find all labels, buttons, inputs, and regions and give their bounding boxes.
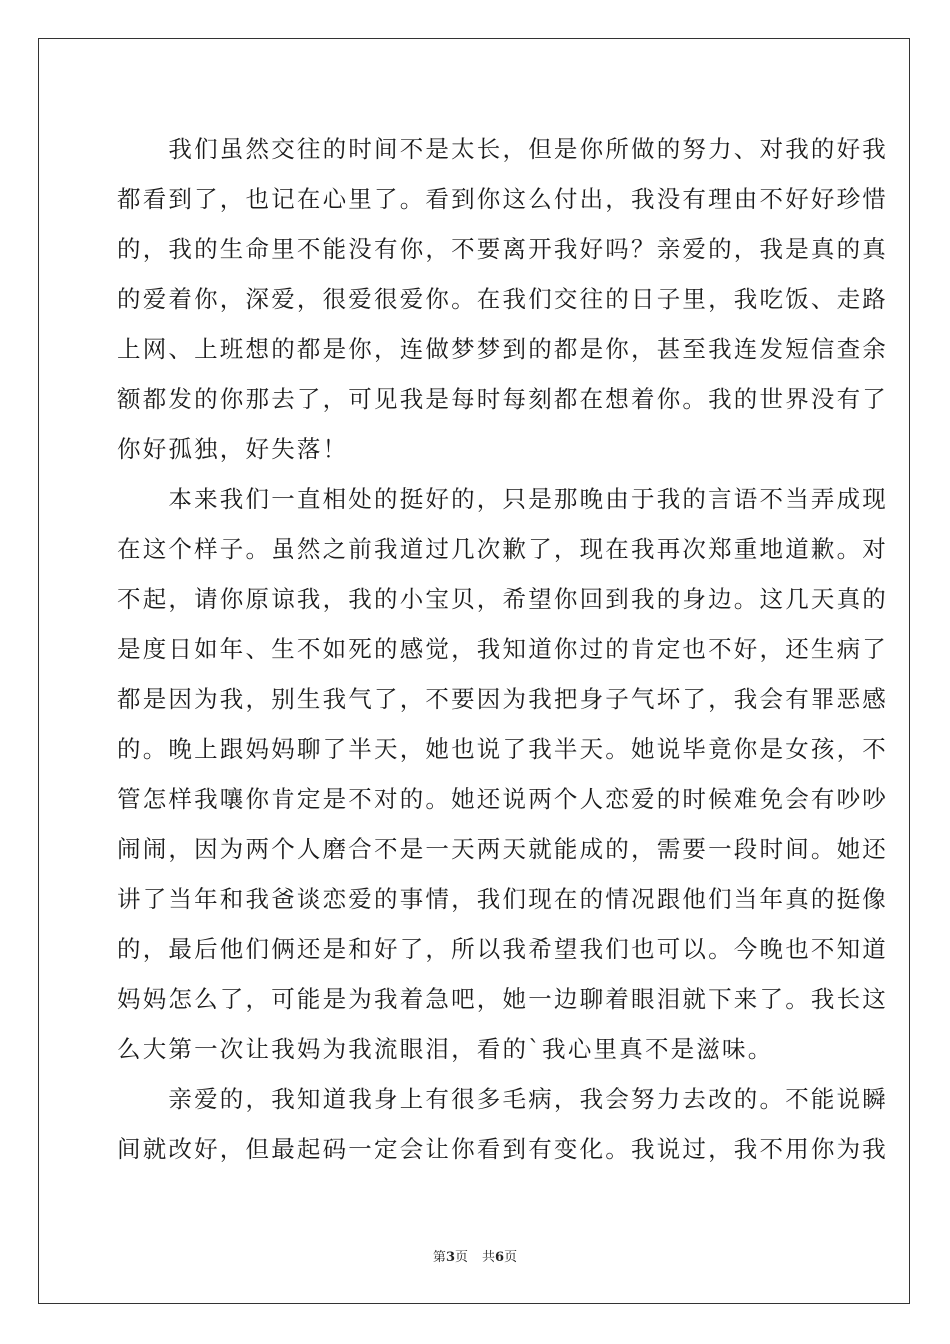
text-line: 在这个样子。虽然之前我道过几次歉了，现在我再次郑重地道歉。对 — [117, 535, 888, 563]
page-footer — [0, 1246, 950, 1265]
total-pages: 6 — [495, 1250, 505, 1265]
text-line: 上网、上班想的都是你，连做梦梦到的都是你，甚至我连发短信查余 — [117, 335, 888, 363]
text-line: 的爱着你，深爱，很爱很爱你。在我们交往的日子里，我吃饭、走路 — [117, 285, 888, 313]
page-suffix: 页 — [454, 1250, 468, 1265]
text-line: 不起，请你原谅我，我的小宝贝，希望你回到我的身边。这几天真的 — [117, 585, 888, 613]
text-line: 讲了当年和我爸谈恋爱的事情，我们现在的情况跟他们当年真的挺像 — [117, 885, 888, 913]
page-prefix: 第 — [432, 1250, 446, 1265]
text-line: 闹闹，因为两个人磨合不是一天两天就能成的，需要一段时间。她还 — [117, 835, 888, 863]
text-line: 么大第一次让我妈为我流眼泪，看的`我心里真不是滋味。 — [117, 1035, 774, 1063]
total-prefix: 共 — [482, 1250, 496, 1265]
text-line: 我们虽然交往的时间不是太长，但是你所做的努力、对我的好我 — [117, 135, 888, 163]
text-line: 是度日如年、生不如死的感觉，我知道你过的肯定也不好，还生病了 — [117, 635, 888, 663]
text-line: 妈妈怎么了，可能是为我着急吧，她一边聊着眼泪就下来了。我长这 — [117, 985, 888, 1013]
text-line: 的，我的生命里不能没有你，不要离开我好吗？亲爱的，我是真的真 — [117, 235, 888, 263]
text-line: 本来我们一直相处的挺好的，只是那晚由于我的言语不当弄成现 — [117, 485, 888, 513]
text-line: 间就改好，但最起码一定会让你看到有变化。我说过，我不用你为我 — [117, 1135, 888, 1163]
total-suffix: 页 — [504, 1250, 518, 1265]
page-total — [482, 1250, 517, 1265]
page-border — [38, 38, 910, 1304]
text-line: 亲爱的，我知道我身上有很多毛病，我会努力去改的。不能说瞬 — [117, 1085, 888, 1113]
text-line: 你好孤独，好失落！ — [117, 435, 349, 463]
text-line: 都是因为我，别生我气了，不要因为我把身子气坏了，我会有罪恶感 — [117, 685, 888, 713]
text-line: 管怎样我嚷你肯定是不对的。她还说两个人恋爱的时候难免会有吵吵 — [117, 785, 888, 813]
page-number — [433, 1250, 468, 1265]
text-line: 额都发的你那去了，可见我是每时每刻都在想着你。我的世界没有了 — [117, 385, 888, 413]
current-page: 3 — [445, 1250, 455, 1265]
text-line: 都看到了，也记在心里了。看到你这么付出，我没有理由不好好珍惜 — [117, 185, 888, 213]
text-line: 的，最后他们俩还是和好了，所以我希望我们也可以。今晚也不知道 — [117, 935, 888, 963]
text-line: 的。晚上跟妈妈聊了半天，她也说了我半天。她说毕竟你是女孩，不 — [117, 735, 888, 763]
